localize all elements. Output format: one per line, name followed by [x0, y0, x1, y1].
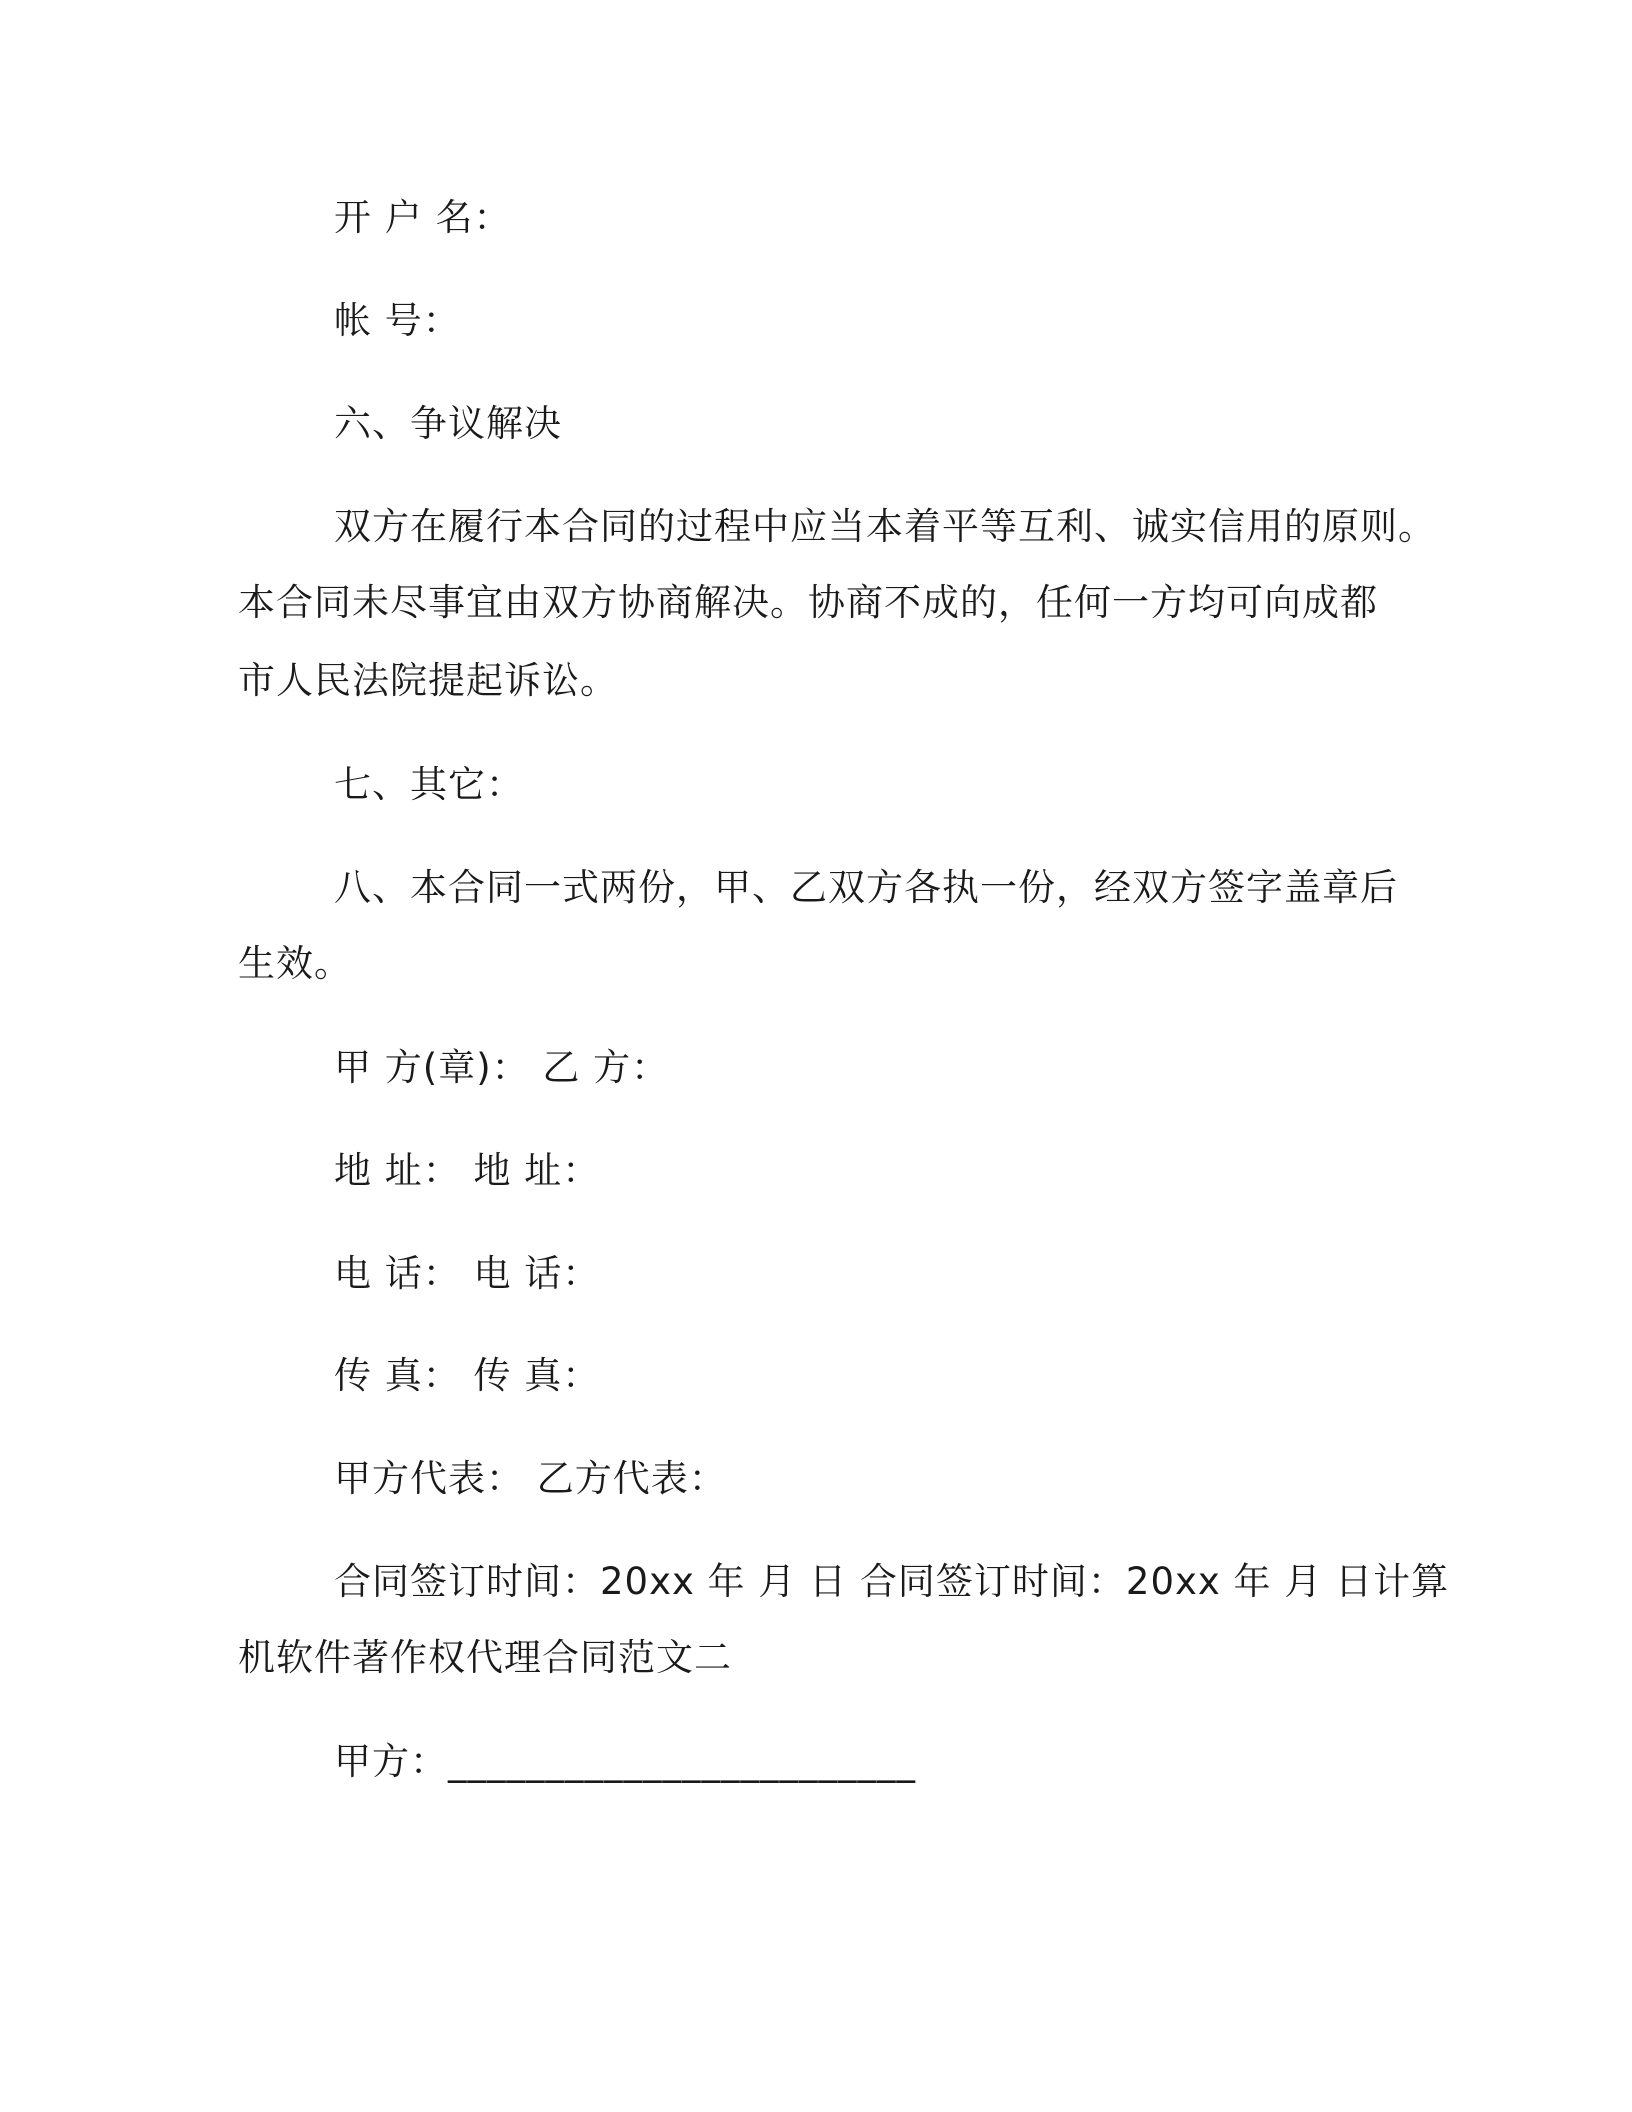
dispute-paragraph-line-2: 本合同未尽事宜由双方协商解决。协商不成的，任何一方均可向成都 — [238, 581, 1378, 624]
signing-date-line-2: 机软件著作权代理合同范文二 — [238, 1636, 732, 1679]
section-eight-line-1: 八、本合同一式两份，甲、乙双方各执一份，经双方签字盖章后 — [334, 866, 1398, 909]
address-line: 地 址： 地 址： — [334, 1149, 601, 1192]
account-number-label: 帐 号： — [334, 299, 461, 342]
dispute-paragraph-line-3: 市人民法院提起诉讼。 — [238, 659, 618, 702]
section-seven-heading: 七、其它： — [334, 763, 524, 806]
section-six-heading: 六、争议解决 — [334, 402, 562, 445]
party-seal-line: 甲 方(章)： 乙 方： — [334, 1046, 670, 1089]
account-name-label: 开 户 名： — [334, 196, 512, 239]
dispute-paragraph-line-1: 双方在履行本合同的过程中应当本着平等互利、诚实信用的原则。 — [334, 505, 1436, 548]
signing-date-line-1: 合同签订时间：20xx 年 月 日 合同签订时间：20xx 年 月 日计算 — [334, 1560, 1450, 1603]
representative-line: 甲方代表： 乙方代表： — [334, 1457, 727, 1500]
fax-line: 传 真： 传 真： — [334, 1354, 601, 1397]
section-eight-line-2: 生效。 — [238, 942, 352, 985]
party-a-line: 甲方：________________________ — [334, 1740, 916, 1783]
phone-line: 电 话： 电 话： — [334, 1252, 601, 1295]
